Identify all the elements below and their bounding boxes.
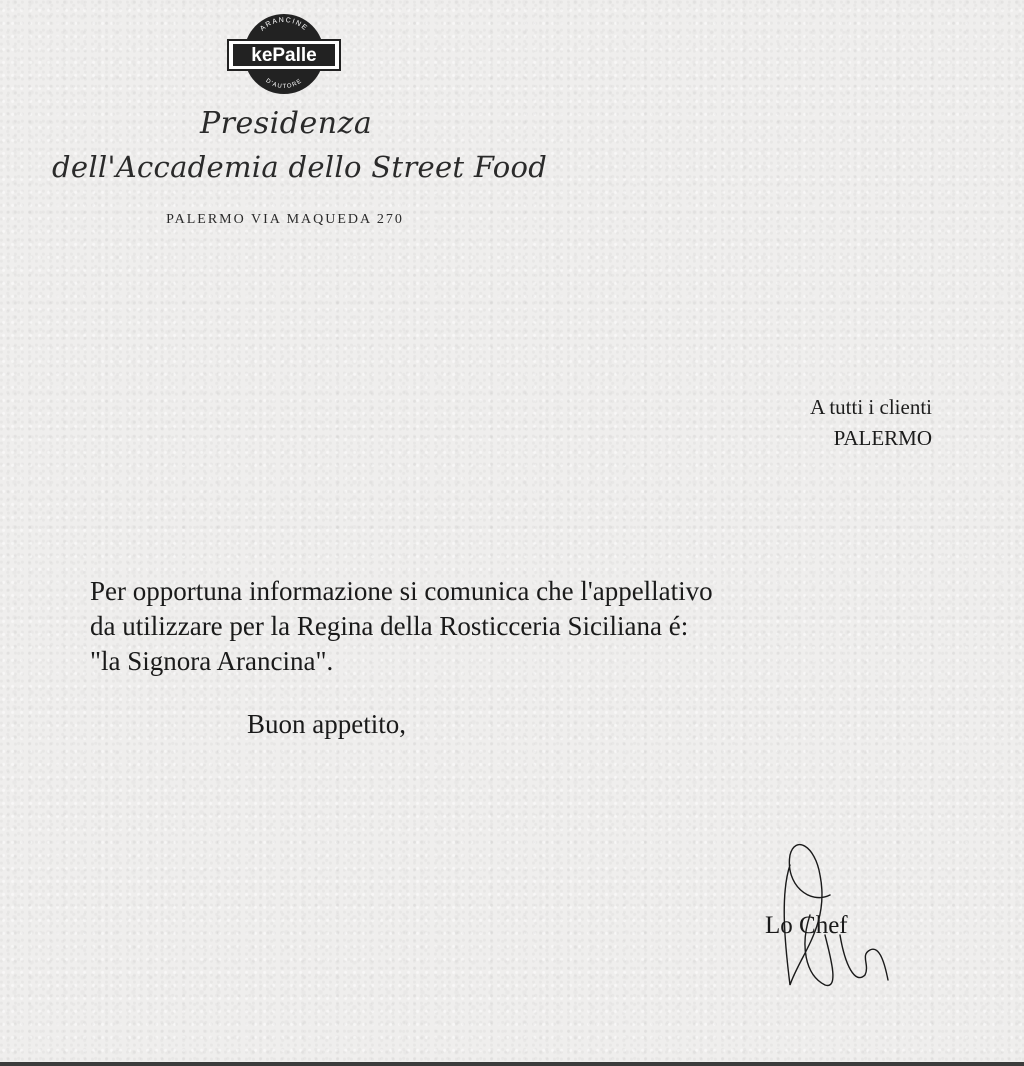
- kepalle-logo: [224, 12, 344, 98]
- logo-brand-text: kePalle: [251, 45, 317, 66]
- letterhead-address: PALERMO VIA MAQUEDA 270: [166, 212, 404, 227]
- body-line: da utilizzare per la Regina della Rosticceria Siciliana é:: [90, 611, 689, 641]
- recipient-city: PALERMO: [833, 426, 932, 450]
- logo-arc-bottom-text: D'AUTORE: [264, 77, 304, 91]
- body-line: "la Signora Arancina".: [90, 646, 334, 676]
- letterhead-subtitle: dell'Accademia dello Street Food: [52, 150, 548, 184]
- body-line: Per opportuna informazione si comunica che l'appellativo: [90, 576, 713, 606]
- signoff: Lo Chef: [765, 912, 848, 939]
- letterhead-title: Presidenza: [200, 106, 373, 141]
- bottom-edge: [0, 1062, 1024, 1066]
- recipient-line: A tutti i clienti: [810, 395, 932, 419]
- recipient-block: [810, 392, 932, 454]
- logo-arc-top-text: ARANCINE: [259, 16, 309, 33]
- closing-salutation: Buon appetito,: [247, 709, 406, 739]
- letter-body: [90, 574, 990, 679]
